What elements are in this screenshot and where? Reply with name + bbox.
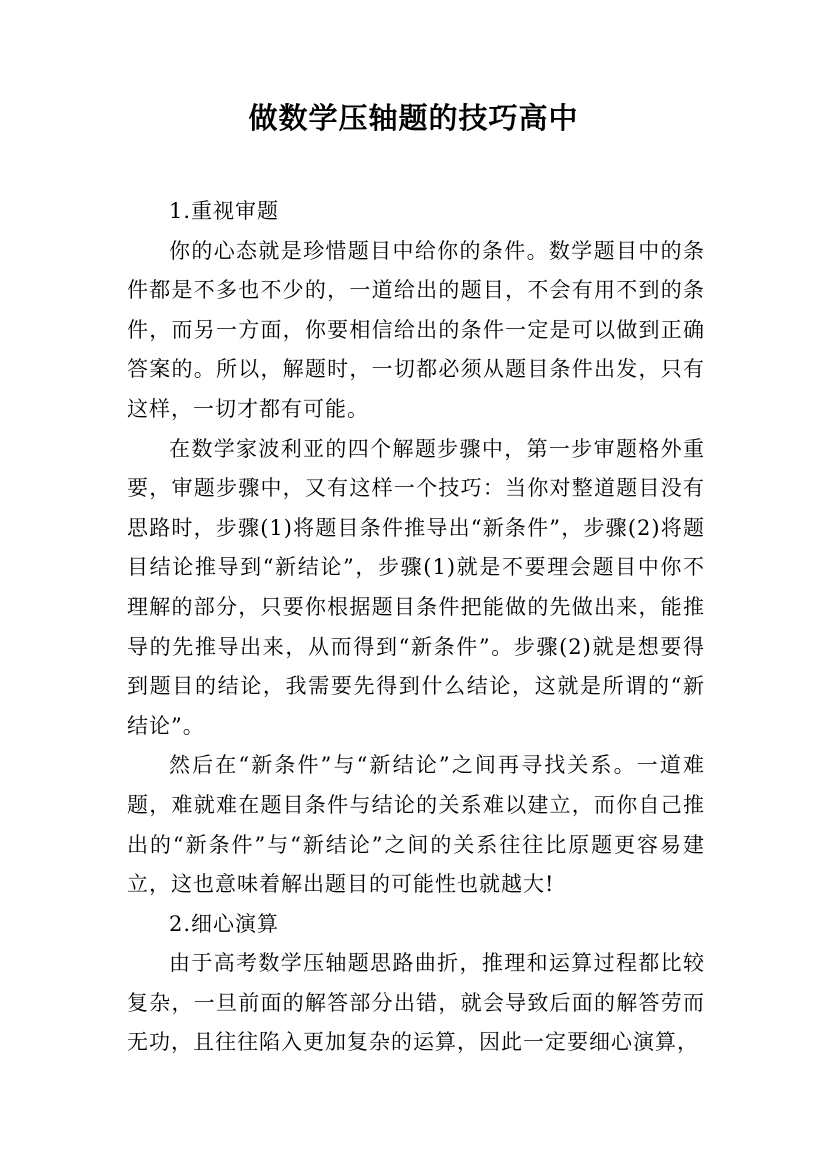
document-title: 做数学压轴题的技巧高中 [248,101,579,135]
paragraph-1: 你的心态就是珍惜题目中给你的条件。数学题目中的条件都是不多也不少的，一道给出的题目，不会有用不到的条件，而另一方面，你要相信给出的条件一定是可以做到正确答案的。所以，解题时，一切都必须从题目条件出发，只有这样，一切才都有可能。 [127,238,705,421]
section-heading-1: 1.重视审题 [169,199,280,223]
paragraph-3: 然后在“新条件”与“新结论”之间再寻找关系。一道难题，难就难在题目条件与结论的关系难以建立，而你自己推出的“新条件”与“新结论”之间的关系往往比原题更容易建立，这也意味着解出题目的可能性也就越大! [127,753,705,897]
section-heading-2: 2.细心演算 [169,911,280,936]
paragraph-2: 在数学家波利亚的四个解题步骤中，第一步审题格外重要，审题步骤中，又有这样一个技巧：当你对整道题目没有思路时，步骤(1)将题目条件推导出“新条件”，步骤(2)将题目结论推导到“新结论”，步骤(1)就是不要理会题目中你不理解的部分，只要你根据题目条件把能做的先做出来，能推导的先推导出来，从而得到“新条件”。步骤(2)就是想要得到题目的结论，我需要先得到什么结论，这就是所谓的“新结论”。 [127,436,705,738]
paragraph-4: 由于高考数学压轴题思路曲折，推理和运算过程都比较复杂，一旦前面的解答部分出错，就会导致后面的解答劳而无功，且往往陷入更加复杂的运算，因此一定要细心演算， [127,951,705,1055]
document-body [127,192,705,1063]
